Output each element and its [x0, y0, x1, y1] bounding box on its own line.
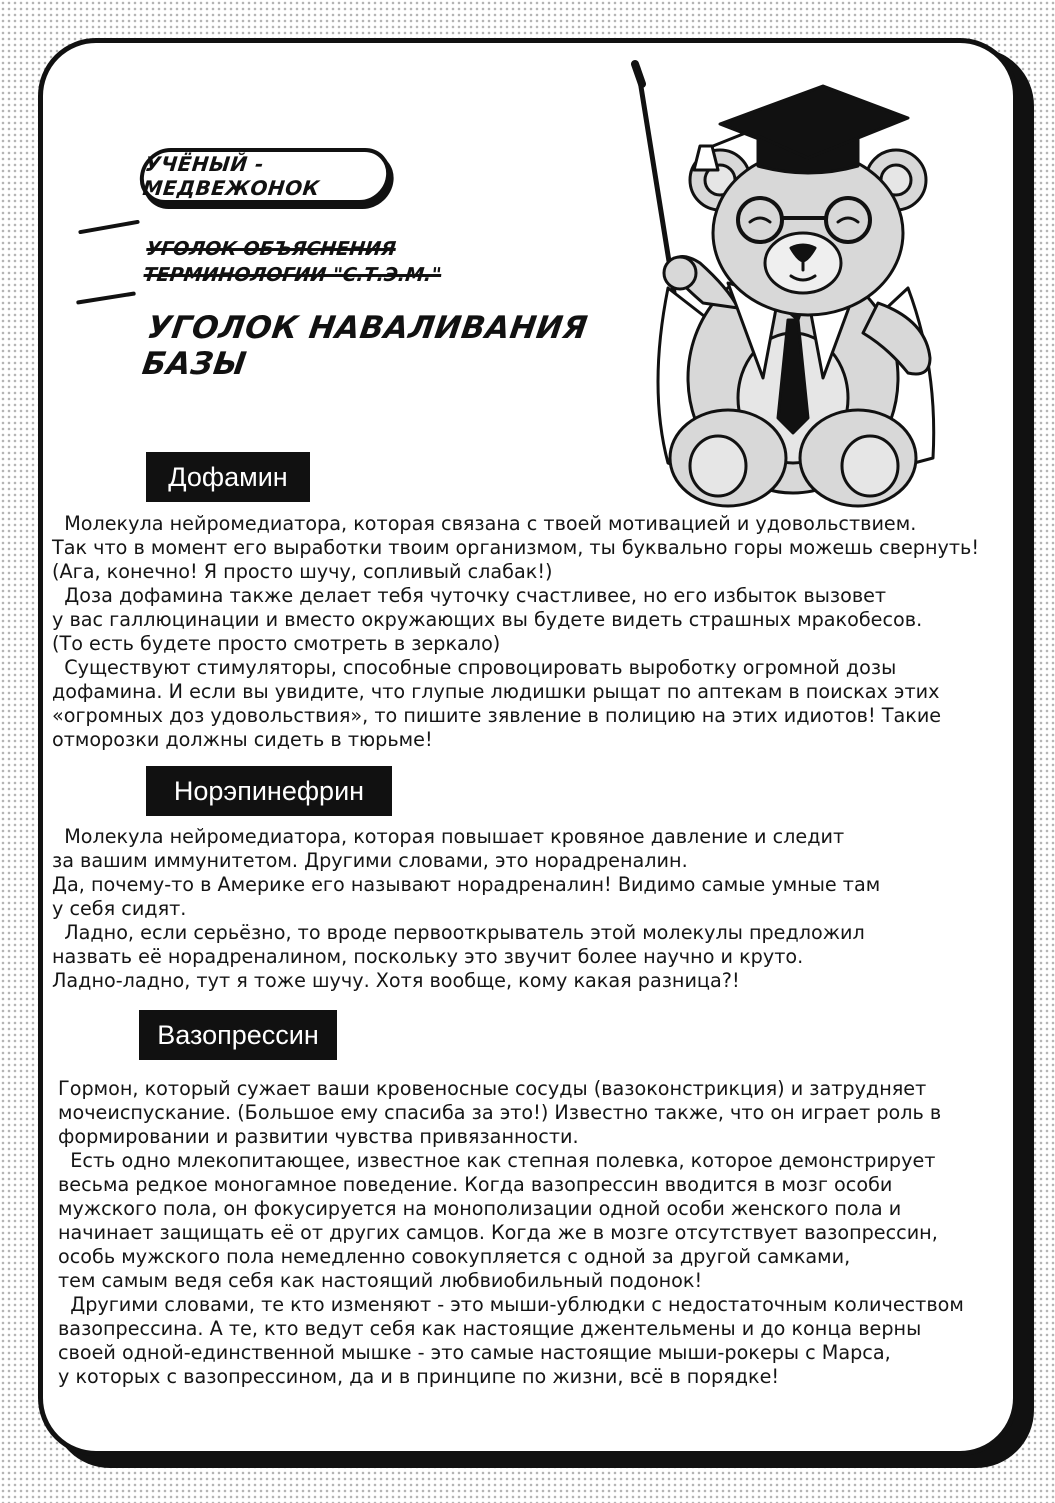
section-title-norepinephrine: Норэпинефрин: [146, 766, 392, 816]
struck-subtitle: [142, 236, 477, 288]
struck-subtitle-line1: УГОЛОК ОБЪЯСНЕНИЯ: [145, 238, 397, 260]
struck-subtitle-line2: ТЕРМИНОЛОГИИ "С.Т.Э.М.": [142, 264, 443, 286]
corner-title: УГОЛОК НАВАЛИВАНИЯ БАЗЫ: [139, 310, 590, 382]
section-title-dopamine: Дофамин: [146, 452, 310, 502]
section-title-vasopressin: Вазопрессин: [139, 1010, 337, 1060]
section-text-vasopressin: Гормон, который сужает ваши кровеносные сосуды (вазоконстрикция) и затрудняет мочеиспускание. (Большое ему спасиба за это!) Известно также, что он играет роль в формировании и развитии чувства привязанности. Есть одно млекопитающее, известное как степная полевка, которое демонстрирует весьма редкое моногамное поведение. Когда вазопрессин вводится в мозг особи мужского пола, он фокусируется на монополизации одной особи женского пола и начинает защищать её от других самцов. Когда же в мозге отсутствует вазопрессин, особь мужского пола немедленно совокупляется с одной за другой самками, тем самым ведя себя как настоящий любвиобильный подонок! Другими словами, те кто изменяют - это мыши-ублюдки с недостаточным количеством вазопрессина. А те, кто ведут себя как настоящие джентельмены и до конца верны своей одной-единственной мышке - это самые настоящие мыши-рокеры с Марса, у которых с вазопрессином, да и в принципе по жизни, всё в порядке!: [58, 1077, 964, 1388]
header-badge: УЧЁНЫЙ - МЕДВЕЖОНОК: [137, 148, 393, 204]
section-text-norepinephrine: Молекула нейромедиатора, которая повышает кровяное давление и следит за вашим иммунитетом. Другими словами, это норадреналин. Да, почему-то в Америке его называют норадреналин! Видимо самые умные там у себя сидят. Ладно, если серьёзно, то вроде первооткрыватель этой молекулы предложил назвать её норадреналином, поскольку это звучит более научно и круто. Ладно-ладно, тут я тоже шучу. Хотя вообще, кому какая разница?!: [52, 825, 881, 992]
section-text-dopamine: Молекула нейромедиатора, которая связана с твоей мотивацией и удовольствием. Так что в момент его выработки твоим организмом, ты буквально горы можешь свернуть! (Ага, конечно! Я просто шучу, сопливый слабак!) Доза дофамина также делает тебя чуточку счастливее, но его избыток вызовет у вас галлюцинации и вместо окружающих вы будете видеть страшных мракобесов. (То есть будете просто смотреть в зеркало) Существуют стимуляторы, способные спровоцировать выроботку огромной дозы дофамина. И если вы увидите, что глупые людишки рыщат по аптекам в поисках этих «огромных доз удовольствия», то пишите зявление в полицию на этих идиотов! Такие отморозки должны сидеть в тюрьме!: [52, 512, 980, 751]
bear-scientist-icon: [608, 58, 968, 508]
